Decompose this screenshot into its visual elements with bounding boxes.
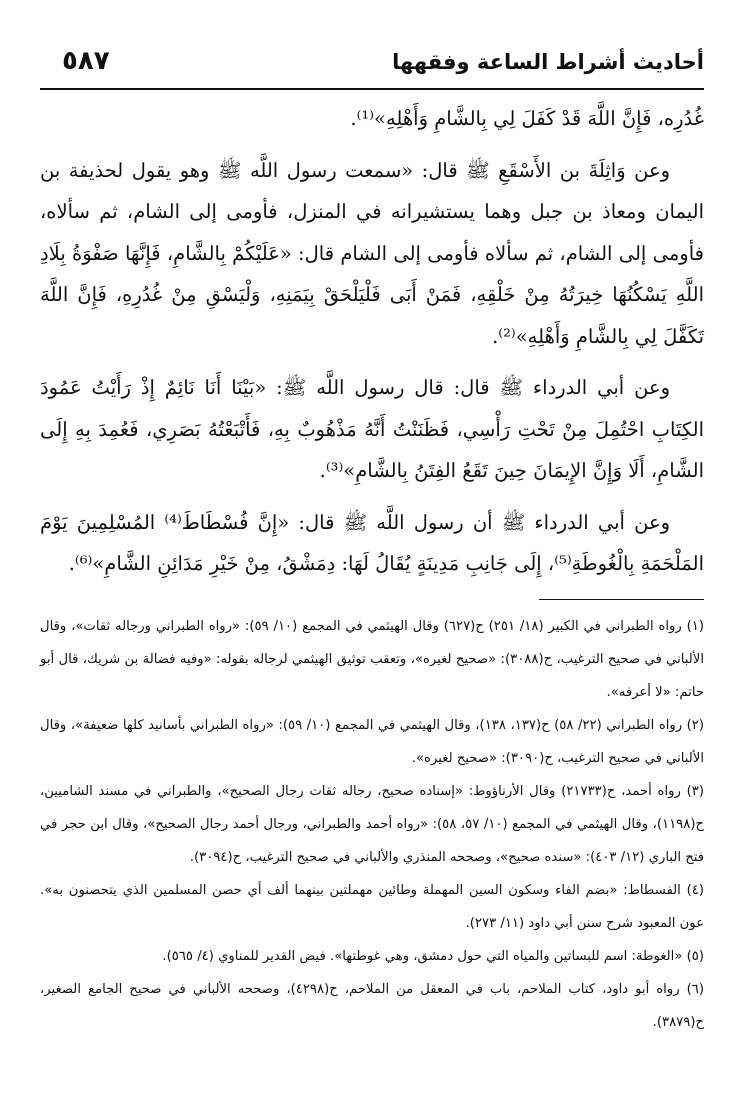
page-header — [40, 40, 704, 90]
paragraph: وعن وَاثِلَةَ بن الأَسْقَعِ ﷺ قال: «سمعت رسول اللَّه ﷺ وهو يقول لحذيفة بن اليمان ومعاذ بن جبل وهما يستشيرانه في المنزل، فأومى إلى الشام، ثم سألاه، فأومى إلى الشام، ثم سألاه فأومى إلى الشام قال: «عَلَيْكُمْ بِالشَّامِ، فَإِنَّهَا صَفْوَةُ بِلَادِ اللَّهِ يَسْكُنُهَا خِيرَتُهُ مِنْ خَلْقِهِ، فَمَنْ أَبَى فَلْيَلْحَقْ بِيَمَنِهِ، وَلْيَسْقِ مِنْ غُدُرِهِ، فَإِنَّ اللَّهَ تَكَفَّلَ لِي بِالشَّامِ وَأَهْلِهِ»⁽²⁾. — [40, 158, 704, 348]
book-page — [40, 40, 704, 1080]
footnotes — [40, 610, 704, 1039]
footnote-separator — [539, 599, 704, 600]
page-number: ٥٨٧ — [62, 46, 110, 76]
footnote: (٤) الفسطاط: «بضم الفاء وسكون السين المهملة وطائين مهملتين بينهما ألف أي حصن المسلمين الذي يتحصنون به». عون المعبود شرح سنن أبي داود (١١/ ٢٧٣). — [40, 882, 704, 931]
footnote: (٢) رواه الطبراني (٢٢/ ٥٨) ح(١٣٧، ١٣٨)، وقال الهيثمي في المجمع (١٠/ ٥٩): «رواه الطبراني بأسانيد كلها ضعيفة»، وقال الألباني في صحيح الترغيب، ح(٣٠٩٠): «صحيح لغيره». — [40, 717, 705, 766]
footnote: (٦) رواه أبو داود، كتاب الملاحم، باب في المعقل من الملاحم، ح(٤٢٩٨)، وصححه الألباني في صحيح الجامع الصغير، ح(٣٨٧٩). — [40, 981, 704, 1030]
paragraph: وعن أبي الدرداء ﷺ أن رسول اللَّه ﷺ قال: «إِنَّ فُسْطَاطَ⁽⁴⁾ المُسْلِمِينَ يَوْمَ المَلْحَمَةِ بِالْغُوطَةِ⁽⁵⁾، إِلَى جَانِبِ مَدِينَةٍ يُقَالُ لَهَا: دِمَشْقُ، مِنْ خَيْرِ مَدَائِنِ الشَّامِ»⁽⁶⁾. — [40, 510, 704, 575]
running-title: أحاديث أشراط الساعة وفقهها — [392, 50, 704, 74]
footnote: (٥) «الغوطة: اسم للبساتين والمياه التي حول دمشق، وهي غوطتها». فيض القدير للمناوي (٤/ ٥٦٥). — [162, 948, 704, 964]
footnote: (١) رواه الطبراني في الكبير (١٨/ ٢٥١) ح(٦٢٧) وقال الهيثمي في المجمع (١٠/ ٥٩): «رواه الطبراني ورجاله ثقات»، وقال الألباني في صحيح الترغيب، ح(٣٠٨٨): «صحيح لغيره»، وتعقب توثيق الهيثمي لرجاله بقوله: «وفيه فضالة بن شريك، قال أبو حاتم: «لا أعرفه». — [40, 618, 704, 700]
paragraph: وعن أبي الدرداء ﷺ قال: قال رسول اللَّه ﷺ: «بَيْنَا أَنَا نَائِمٌ إِذْ رَأَيْتُ عَمُودَ الكِتَابِ احْتُمِلَ مِنْ تَحْتِ رَأْسِي، فَظَنَنْتُ أَنَّهُ مَذْهُوبٌ بِهِ، فَأَتْبَعْتُهُ بَصَرِي، فَعُمِدَ بِهِ إِلَى الشَّامِ، أَلَا وَإِنَّ الإِيمَانَ حِينَ تَقَعُ الفِتَنُ بِالشَّامِ»⁽³⁾. — [40, 376, 704, 482]
footnote: (٣) رواه أحمد، ح(٢١٧٣٣) وقال الأرناؤوط: «إسناده صحيح، رجاله ثقات رجال الصحيح»، والطبراني في مسند الشاميين، ح(١١٩٨)، وقال الهيثمي في المجمع (١٠/ ٥٧، ٥٨): «رواه أحمد والطبراني، ورجال أحمد رجال الصحيح»، وقال ابن حجر في فتح الباري (١٢/ ٤٠٣): «سنده صحيح»، وصححه المنذري والألباني في صحيح الترغيب، ح(٣٠٩٤). — [40, 783, 705, 865]
main-text — [40, 98, 704, 585]
paragraph: غُدُرِه، فَإِنَّ اللَّهَ قَدْ كَفَلَ لِي بِالشَّامِ وَأَهْلِهِ»⁽¹⁾. — [350, 107, 704, 130]
